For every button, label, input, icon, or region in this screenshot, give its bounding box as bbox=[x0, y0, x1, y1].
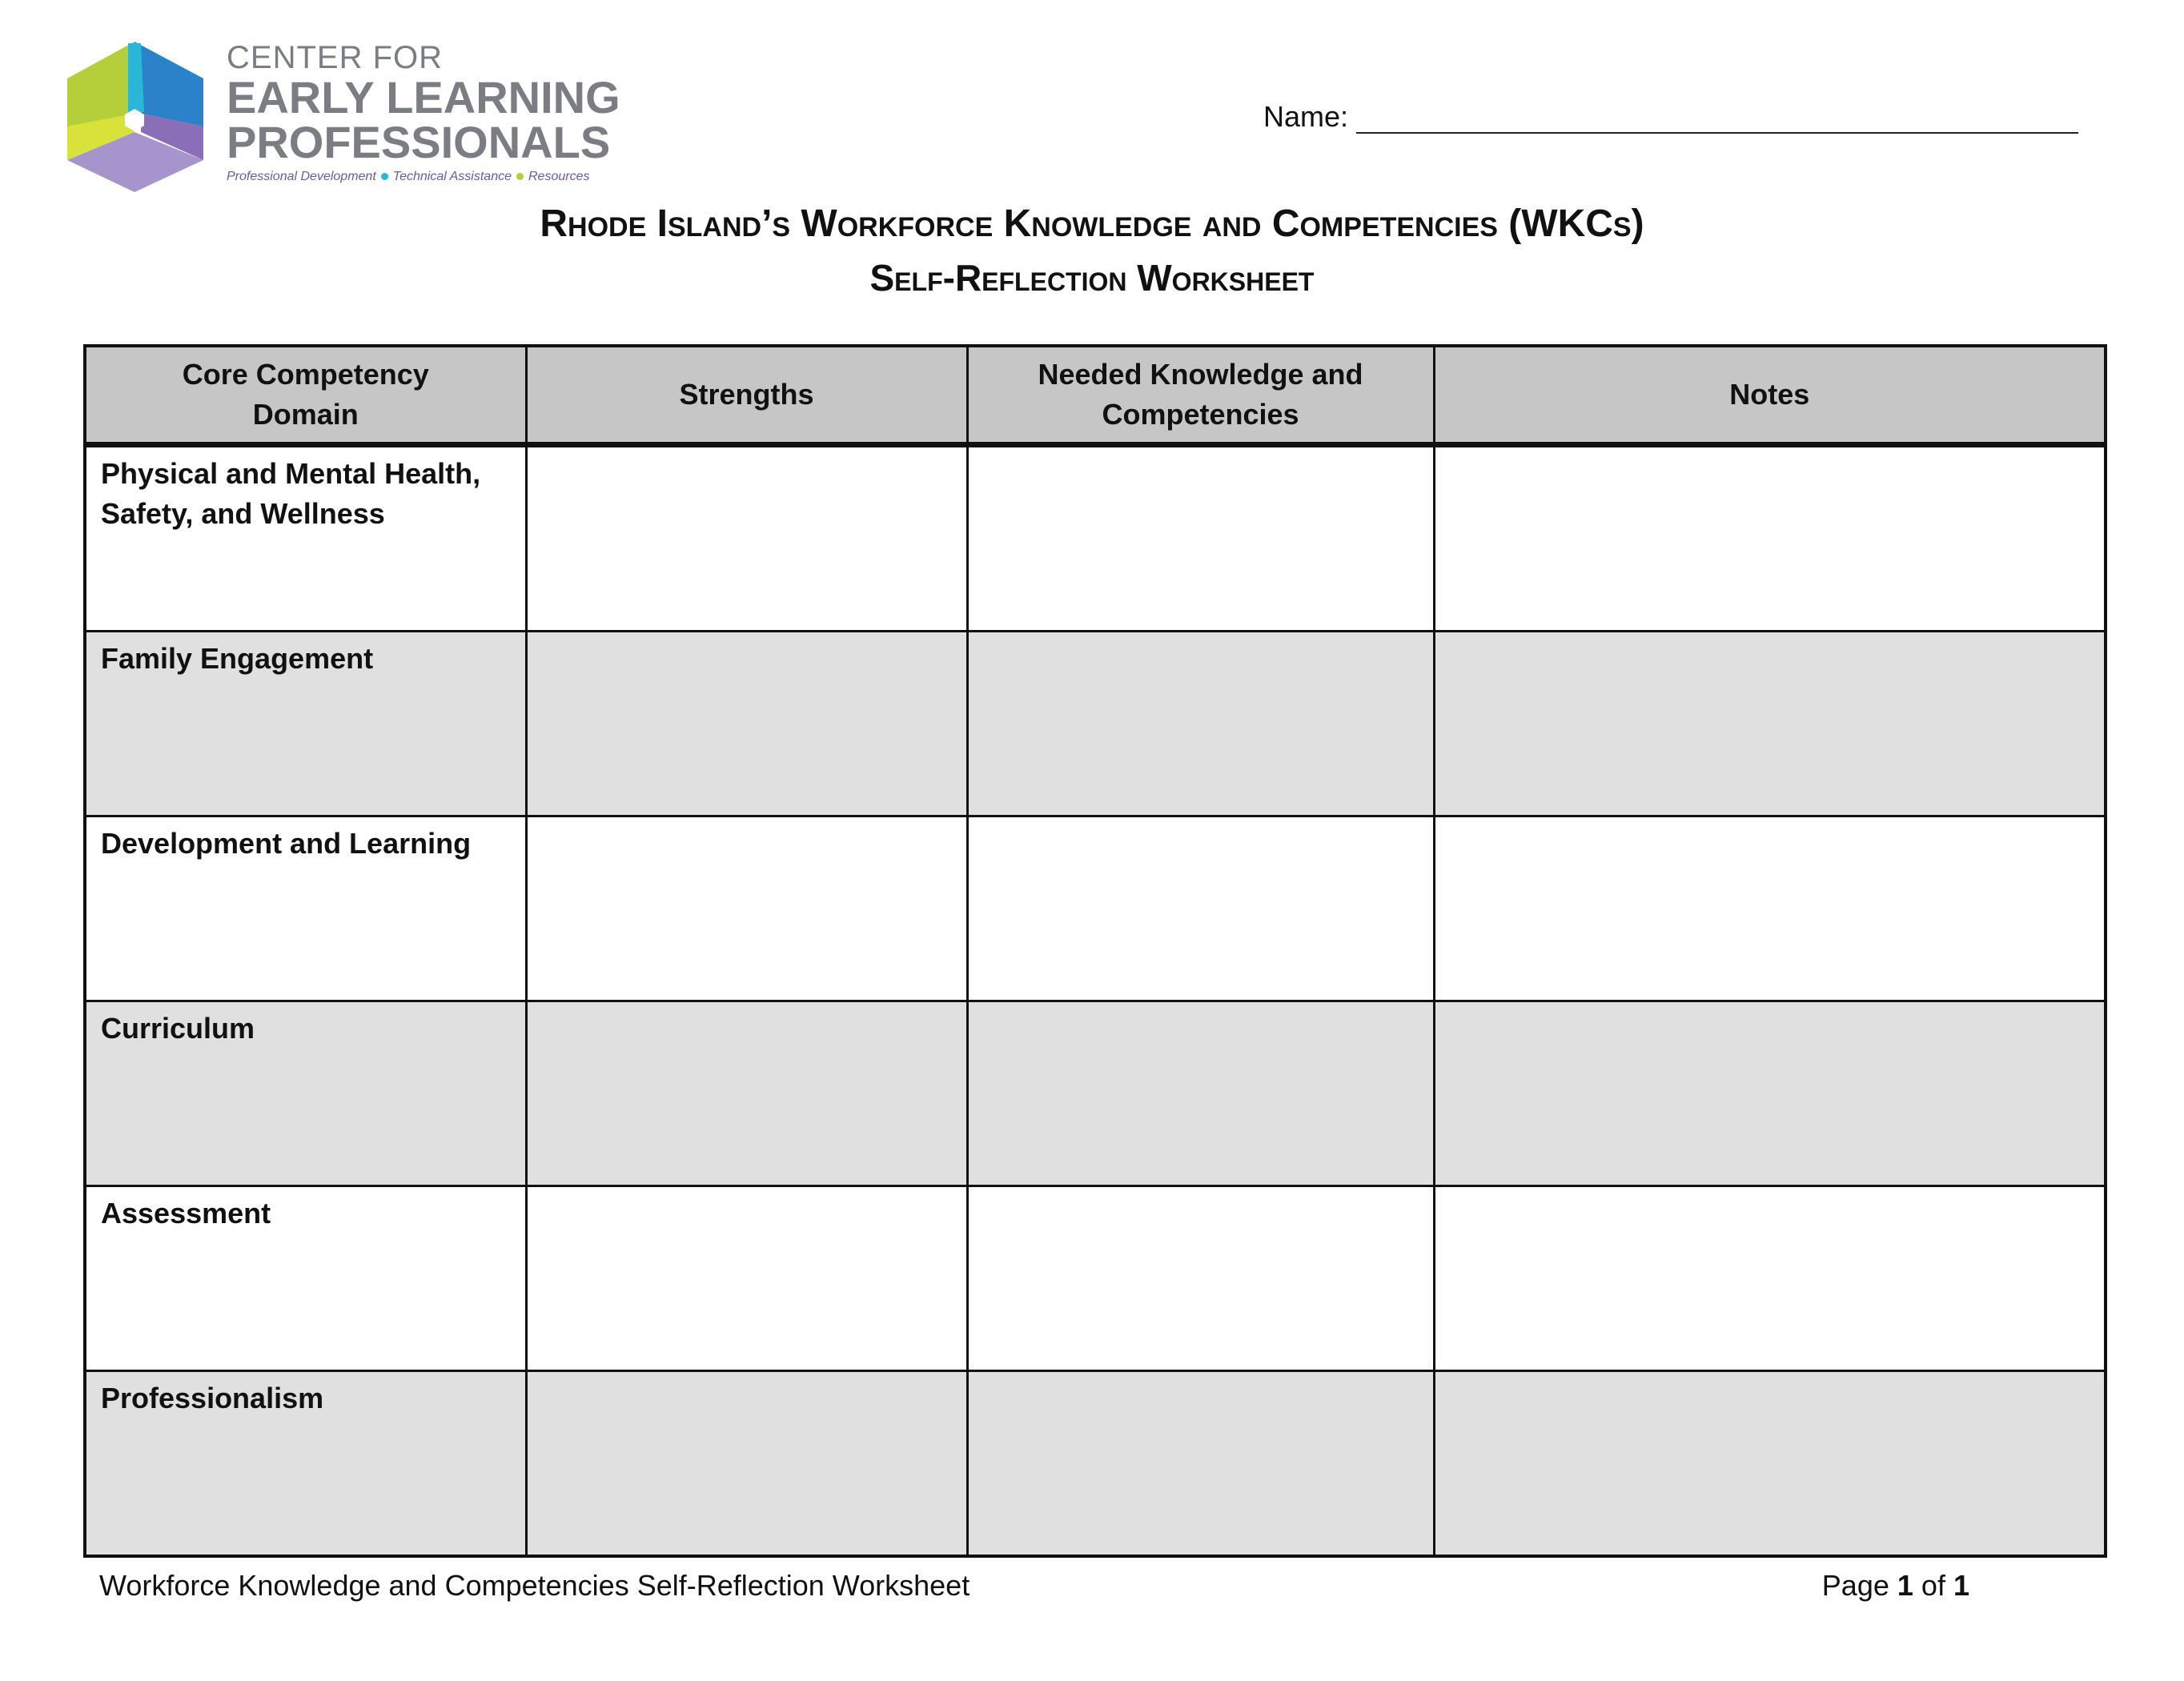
page-current: 1 bbox=[1897, 1569, 1913, 1602]
name-field[interactable] bbox=[1263, 100, 2078, 134]
notes-cell[interactable] bbox=[1434, 1186, 2106, 1371]
tagline-item: Resources bbox=[528, 170, 590, 183]
needed-cell[interactable] bbox=[967, 1001, 1434, 1186]
needed-cell[interactable] bbox=[967, 632, 1434, 816]
column-header-notes: Notes bbox=[1434, 346, 2106, 445]
name-label: Name: bbox=[1263, 100, 1349, 133]
needed-cell[interactable] bbox=[967, 1186, 1434, 1371]
strengths-cell[interactable] bbox=[526, 1186, 967, 1371]
table-header-row bbox=[85, 346, 2106, 445]
column-header-needed: Needed Knowledge and Competencies bbox=[967, 346, 1434, 445]
needed-cell[interactable] bbox=[967, 816, 1434, 1001]
tagline-item: Professional Development bbox=[227, 170, 376, 183]
tagline-dot-icon bbox=[516, 173, 524, 180]
domain-cell: Assessment bbox=[85, 1186, 526, 1371]
domain-cell: Professionalism bbox=[85, 1371, 526, 1557]
logo-line-1: CENTER FOR bbox=[227, 40, 443, 75]
page-number bbox=[1822, 1569, 1969, 1603]
strengths-cell[interactable] bbox=[526, 816, 967, 1001]
table-row bbox=[85, 445, 2106, 632]
logo-tagline bbox=[227, 170, 643, 184]
competency-table bbox=[83, 344, 2107, 1558]
needed-cell[interactable] bbox=[967, 1371, 1434, 1557]
notes-cell[interactable] bbox=[1434, 632, 2106, 816]
table-row bbox=[85, 632, 2106, 816]
notes-cell[interactable] bbox=[1434, 816, 2106, 1001]
logo-wordmark bbox=[227, 40, 643, 184]
page-title: Rhode Island’s Workforce Knowledge and Competencies (WKCs) bbox=[540, 203, 1644, 245]
tagline-dot-icon bbox=[381, 173, 388, 180]
hexagon-logo-icon bbox=[61, 32, 209, 196]
table-row bbox=[85, 816, 2106, 1001]
tagline-item: Technical Assistance bbox=[392, 170, 512, 183]
name-blank-line[interactable] bbox=[1356, 108, 2078, 134]
domain-cell: Family Engagement bbox=[85, 632, 526, 816]
logo-line-3: PROFESSIONALS bbox=[227, 117, 611, 167]
table-row bbox=[85, 1186, 2106, 1371]
page-word: Page bbox=[1821, 1569, 1889, 1602]
domain-cell: Development and Learning bbox=[85, 816, 526, 1001]
logo bbox=[61, 32, 621, 196]
footer-title: Workforce Knowledge and Competencies Self-Reflection Worksheet bbox=[99, 1569, 970, 1602]
strengths-cell[interactable] bbox=[526, 445, 967, 632]
domain-cell: Curriculum bbox=[85, 1001, 526, 1186]
column-header-strengths: Strengths bbox=[526, 346, 967, 445]
needed-cell[interactable] bbox=[967, 445, 1434, 632]
strengths-cell[interactable] bbox=[526, 1001, 967, 1186]
strengths-cell[interactable] bbox=[526, 1371, 967, 1557]
page-subtitle: Self-Reflection Worksheet bbox=[869, 257, 1315, 299]
strengths-cell[interactable] bbox=[526, 632, 967, 816]
logo-line-2: EARLY LEARNING bbox=[227, 72, 620, 122]
domain-cell: Physical and Mental Health, Safety, and Wellness bbox=[85, 445, 526, 632]
notes-cell[interactable] bbox=[1434, 445, 2106, 632]
notes-cell[interactable] bbox=[1434, 1371, 2106, 1557]
page-of: of bbox=[1921, 1569, 1945, 1602]
page-total: 1 bbox=[1953, 1569, 1969, 1602]
table-row bbox=[85, 1371, 2106, 1557]
table-row bbox=[85, 1001, 2106, 1186]
notes-cell[interactable] bbox=[1434, 1001, 2106, 1186]
column-header-domain: Core Competency Domain bbox=[85, 346, 526, 445]
